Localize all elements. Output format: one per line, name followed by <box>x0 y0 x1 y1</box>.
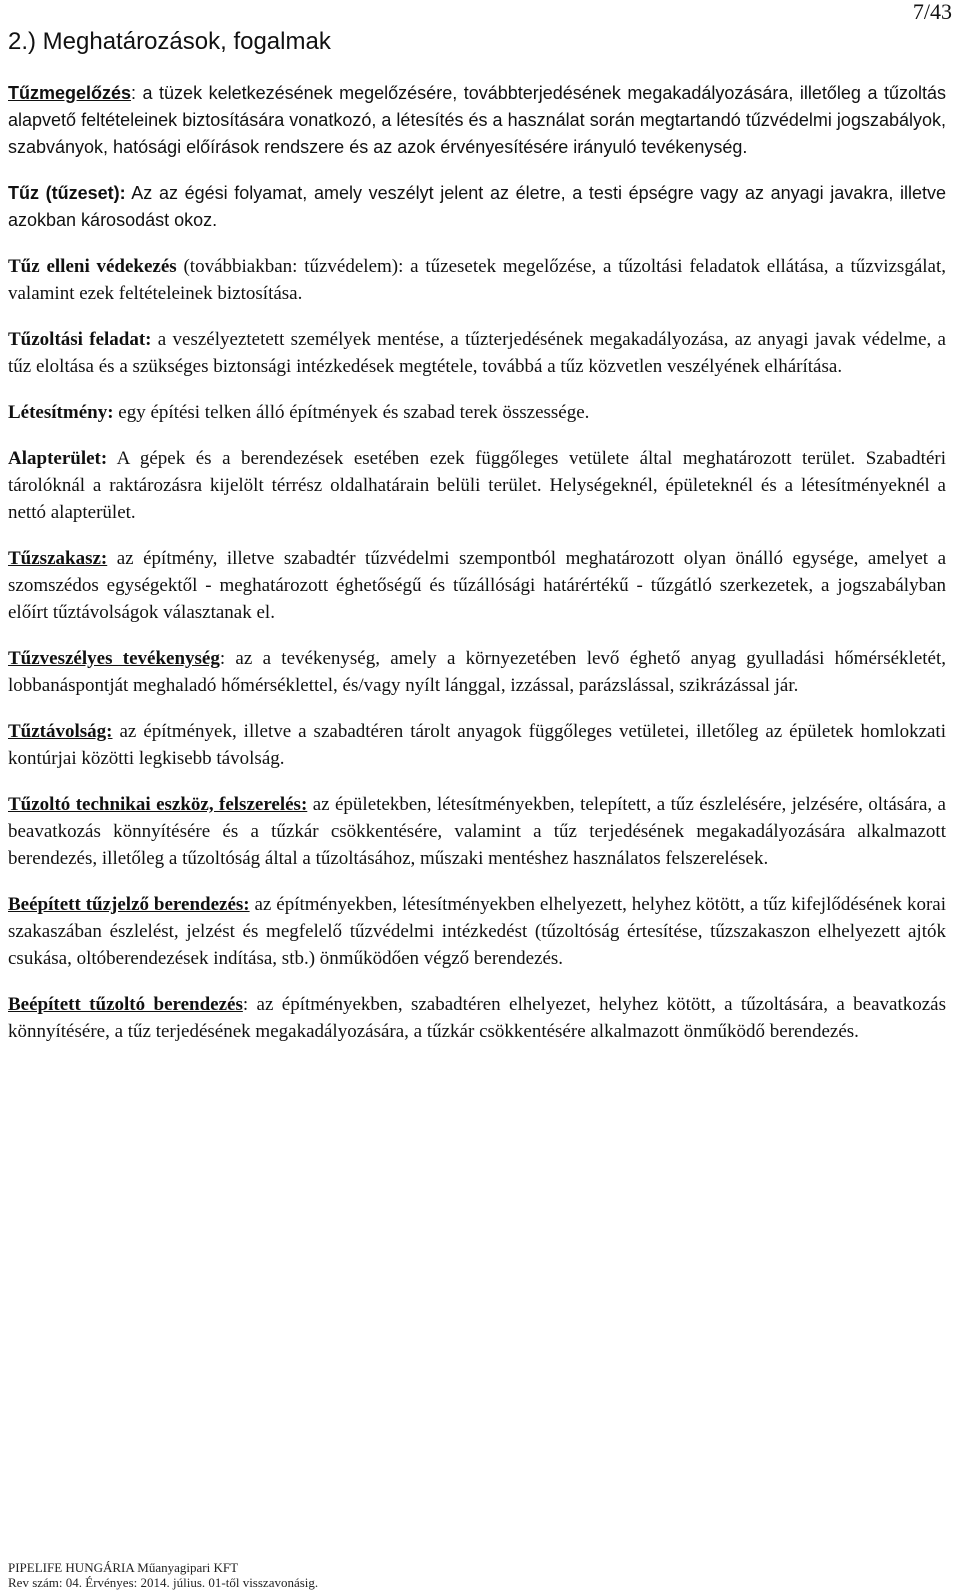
definition-text: (továbbiakban: tűzvédelem): a tűzesetek megelőzése, a tűzoltási feladatok ellátása, a tűzvizsgálat, valamint ezek feltételeinek biztosítása. <box>8 256 946 304</box>
definition-text: a veszélyeztetett személyek mentése, a tűzterjedésének megakadályozása, az anyagi javak védelme, a tűz eloltása és a szükséges biztonsági intézkedések megtétele, továbbá a tűz közvetlen veszélyének elhárítása. <box>8 329 946 377</box>
section-title: 2.) Meghatározások, fogalmak <box>8 28 331 55</box>
definition-term: Tűz (tűzeset): <box>8 183 126 203</box>
footer-revision: Rev szám: 04. Érvényes: 2014. július. 01-től visszavonásig. <box>8 1575 319 1590</box>
definition-term: Tűzoltási feladat: <box>8 329 152 350</box>
definition-tuzmegelozes <box>8 80 946 161</box>
definition-term: Létesítmény: <box>8 402 114 423</box>
definition-beepitett-tuzolto <box>8 991 946 1045</box>
definition-text: egy építési telken álló építmények és szabad terek összessége. <box>113 402 590 423</box>
definition-term: Tűzszakasz: <box>8 548 108 569</box>
definition-tuzszakasz <box>8 545 946 626</box>
definition-tuzoltasi-feladat <box>8 326 946 380</box>
definition-term: Tűzoltó technikai eszköz, felszerelés: <box>8 794 308 815</box>
definition-alapterulet <box>8 445 946 526</box>
definition-term: Tűzmegelőzés <box>8 83 132 103</box>
page-number: 7/43 <box>912 0 952 24</box>
definition-text: : a tüzek keletkezésének megelőzésére, továbbterjedésének megakadályozására, illetőleg a tűzoltás alapvető feltételeinek biztosítására vonatkozó, a létesítés és a használat során megtartandó tűzvédelmi jogszabályok, szabványok, hatósági előírások rendszere és az azok érvényesítésére irányuló tevékenység. <box>8 83 946 157</box>
definition-text: az építményekben, létesítményekben elhelyezett, helyhez kötött, a tűz kifejlődésének korai szakaszában észlelést, jelzést és megfelelő tűzvédelmi intézkedést (tűzoltóság értesítése, tűzszakaszon elhelyezett ajtók csukása, oltóberendezések indítása, stb.) önműködően végző berendezés. <box>8 894 946 969</box>
definition-text: az épületekben, létesítményekben, telepített, a tűz észlelésére, jelzésére, oltására, a beavatkozás könnyítésére és a tűzkár csökkentésére, valamint a tűz terjedésének megakadályozására alkalmazott berendezés, illetőleg a tűzoltóság által a tűzoltásához, műszaki mentéshez használatos felszerelések. <box>8 794 946 869</box>
definitions-list <box>8 80 946 1064</box>
definition-text: az építmények, illetve a szabadtéren tárolt anyagok függőleges vetületei, illetőleg az épületek homlokzati kontúrjai közötti legkisebb távolság. <box>8 721 946 769</box>
definition-text: : az a tevékenység, amely a környezetében levő éghető anyag gyulladási hőmérsékletét, lobbanáspontját meghaladó hőmérséklettel, és/vagy nyílt lánggal, izzással, parázslással, szikrázással jár. <box>8 648 946 696</box>
definition-tuz <box>8 180 946 234</box>
definition-term: Tűz elleni védekezés <box>8 256 177 277</box>
definition-beepitett-tuzjelzo <box>8 891 946 972</box>
definition-term: Alapterület: <box>8 448 108 469</box>
definition-text: Az az égési folyamat, amely veszélyt jelent az életre, a testi épségre vagy az anyagi javakra, illetve azokban károsodást okoz. <box>8 183 946 230</box>
definition-tuzveszelyes-tevekenyseg <box>8 645 946 699</box>
definition-letesitmeny <box>8 399 946 426</box>
definition-term: Beépített tűzoltó berendezés <box>8 994 243 1015</box>
definition-text: : az építményekben, szabadtéren elhelyezet, helyhez kötött, a tűzoltására, a beavatkozás könnyítésére, a tűz terjedésének megakadályozására, a tűzkár csökkentésére alkalmazott önműködő berendezés. <box>8 994 946 1042</box>
definition-tuztavolsag <box>8 718 946 772</box>
definition-text: az építmény, illetve szabadtér tűzvédelmi szempontból meghatározott olyan önálló egysége, amelyet a szomszédos egységektől - meghatározott éghetőségű és tűzállósági határértékű - tűzgátló szerkezetek, a jogszabályban előírt tűztávolságok választanak el. <box>8 548 946 623</box>
definition-term: Tűztávolság: <box>8 721 113 742</box>
page-footer <box>8 1560 318 1590</box>
definition-term: Beépített tűzjelző berendezés: <box>8 894 250 915</box>
definition-text: A gépek és a berendezések esetében ezek függőleges vetülete által meghatározott terület. Szabadtéri tárolóknál a raktározásra kijelölt térrész oldalhatárain belüli terület. Helységeknél, épületeknél és a létesítményeknél a nettó alapterület. <box>8 448 946 523</box>
definition-tuzolto-technikai-eszkoz <box>8 791 946 872</box>
definition-term: Tűzveszélyes tevékenység <box>8 648 220 669</box>
definition-tuz-elleni-vedekezes <box>8 253 946 307</box>
footer-company: PIPELIFE HUNGÁRIA Műanyagipari KFT <box>8 1560 239 1575</box>
